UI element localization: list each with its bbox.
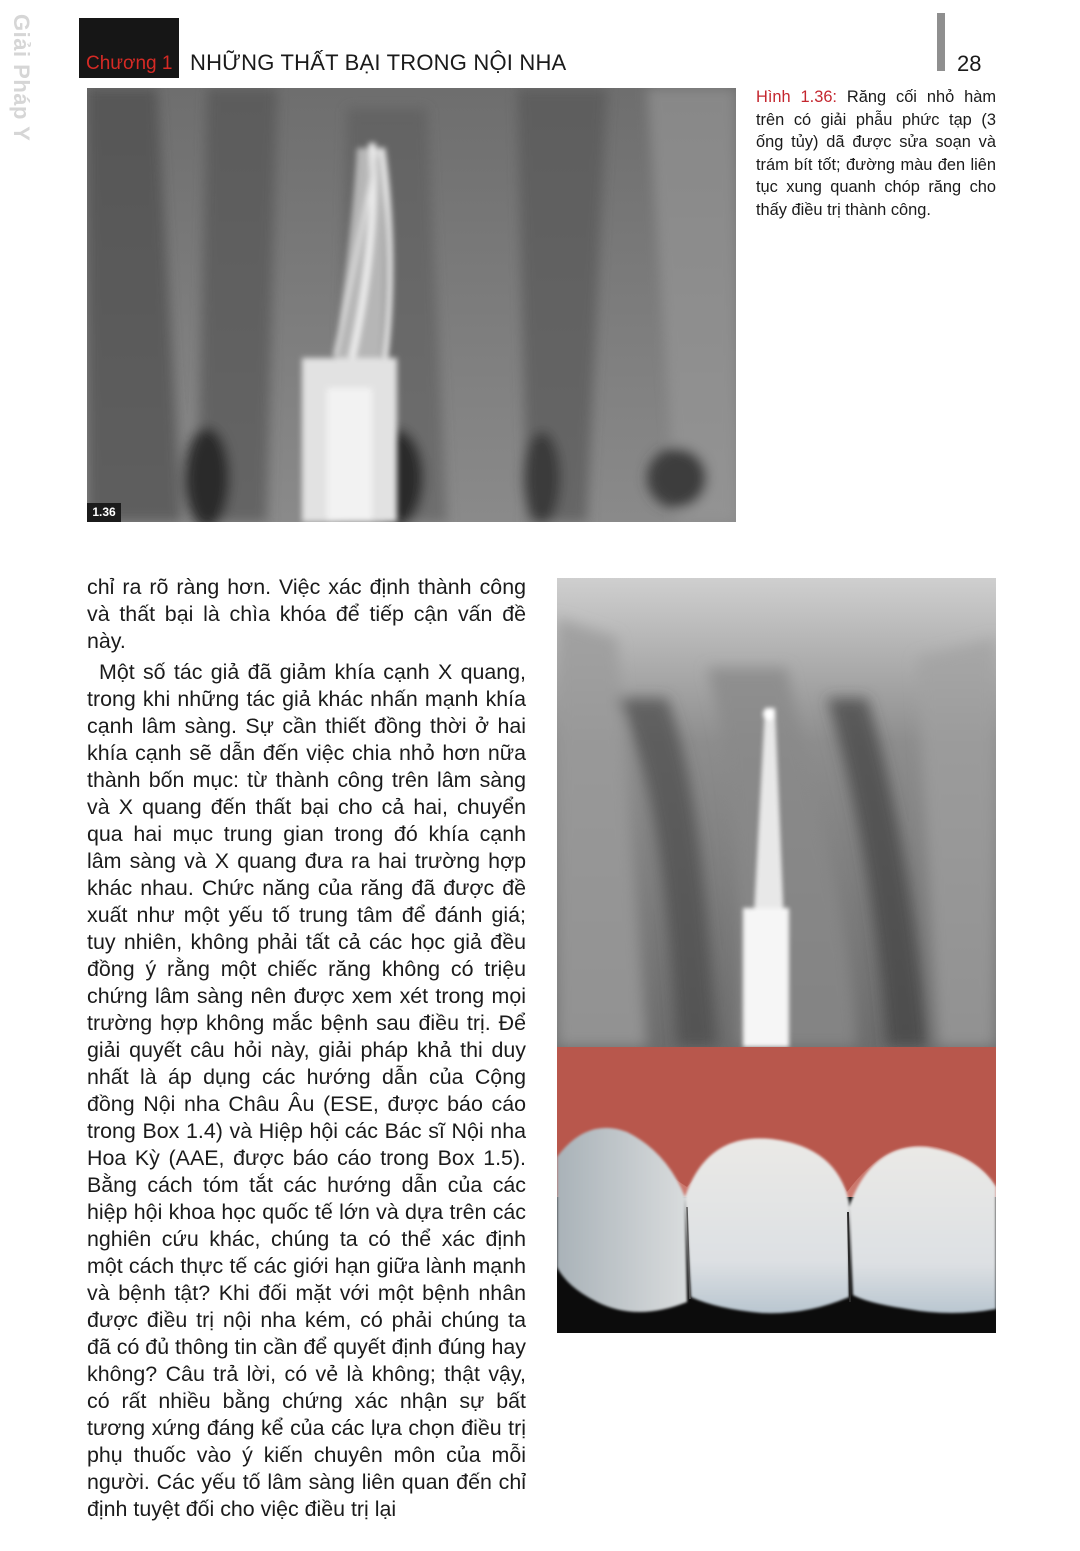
page-number-rule [937, 13, 945, 71]
figure-caption-ref: Hình 1.36: [756, 88, 837, 106]
body-paragraph: chỉ ra rõ ràng hơn. Việc xác định thành công và thất bại là chìa khóa để tiếp cận vấn đề này. [87, 575, 526, 653]
side-watermark: Giải Pháp Y [9, 14, 34, 141]
body-text-column [87, 574, 526, 1523]
body-paragraph: Một số tác giả đã giảm khía cạnh X quang, trong khi những tác giả khác nhấn mạnh khía cạnh lâm sàng. Sự cần thiết đồng thời ở hai khía cạnh sẽ dẫn đến việc chia nhỏ hơn nữa thành bốn mục: từ thành công trên lâm sàng và X quang đến thất bại cho cả hai, chuyển qua hai mục trung gian trong đó khía cạnh lâm sàng và X quang đưa ra hai trường hợp khác nhau. Chức năng của răng đã được đề xuất như một yếu tố trung tâm để đánh giá; tuy nhiên, không phải tất cả các học giả đều đồng ý rằng một chiếc răng không có triệu chứng lâm sàng nên được xem xét trong mọi trường hợp không mắc bệnh sau điều trị. Để giải quyết câu hỏi này, giải pháp khả thi duy nhất là áp dụng các hướng dẫn của Cộng đồng Nội nha Châu Âu (ESE, được báo cáo trong Box 1.4) và Hiệp hội các Bác sĩ Nội nha Hoa Kỳ (AAE, được báo cáo trong Box 1.5). Bằng cách tóm tắt các hướng dẫn của các hiệp hội khoa học quốc tế lớn và dựa trên các nghiên cứu khác, chúng ta có thể xác định một cách thực tế các giới hạn giữa lành mạnh và bệnh tật? Khi đối mặt với một bệnh nhân được điều trị nội nha kém, có phải chúng ta đã có đủ thông tin cần để quyết định đúng hay không? Câu trả lời, có vẻ là không; thật vậy, có rất nhiều bằng chứng xác nhận sự bất tương xứng đáng kể của các lựa chọn điều trị phụ thuốc vào ý kiến chuyên môn của mỗi người. Các yếu tố lâm sàng liên quan đến chỉ định tuyệt đối cho việc điều trị lại [87, 660, 526, 1521]
radiograph-premolar-image [87, 88, 736, 522]
page-number: 28 [957, 51, 982, 76]
clinical-photo-incisors [557, 1047, 996, 1333]
chapter-title: NHỮNG THẤT BẠI TRONG NỘI NHA [190, 50, 567, 75]
radiograph-incisor-image [557, 578, 996, 1047]
chapter-label: Chương 1 [86, 53, 173, 74]
figure-caption [756, 86, 996, 222]
figure-caption-text: Răng cối nhỏ hàm trên có giải phẫu phức tạp (3 ống tủy) dã được sửa soạn và trám bít tốt; đường màu đen liên tục xung quanh chóp răng cho thấy điều trị thành công. [756, 88, 996, 219]
figure-tag: 1.36 [87, 503, 121, 522]
